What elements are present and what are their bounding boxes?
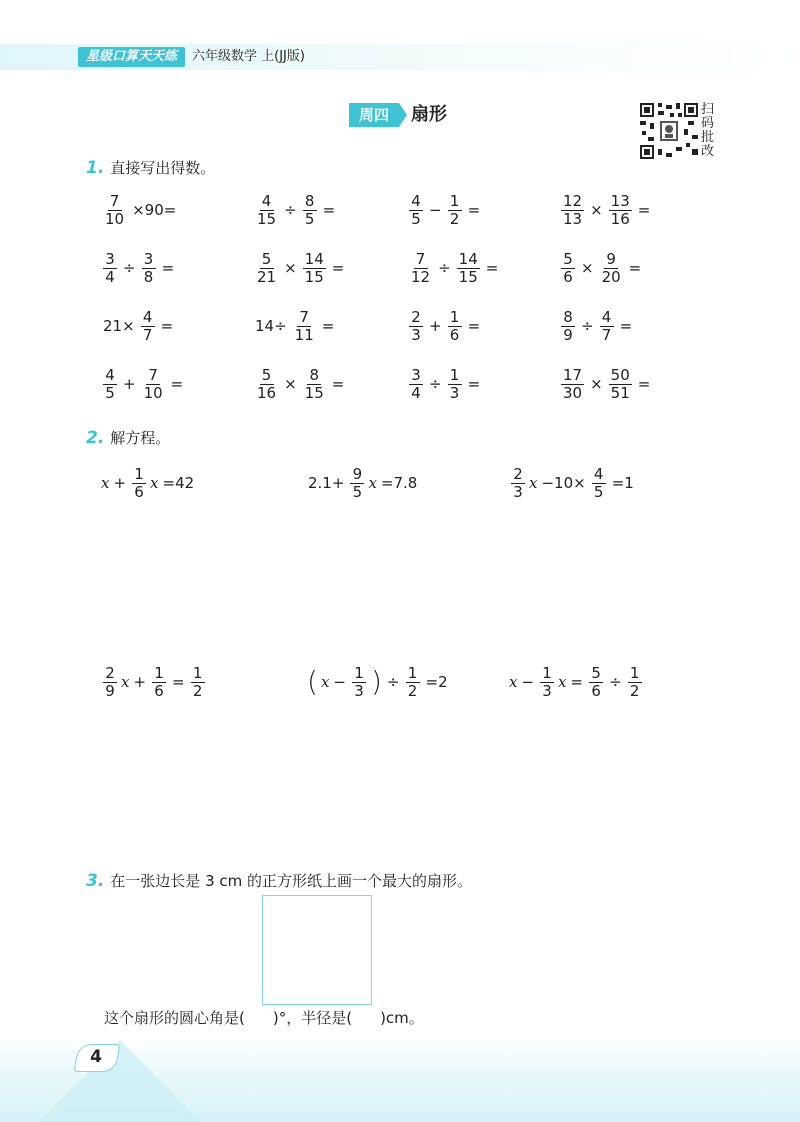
fraction (448, 309, 462, 344)
numerator: 5 (260, 367, 274, 385)
math-text: ÷ (429, 375, 442, 393)
variable-x: x (150, 474, 159, 492)
numerator: 4 (141, 309, 155, 327)
calc-item (100, 190, 179, 230)
denominator: 3 (513, 482, 523, 501)
numerator: 1 (540, 665, 554, 683)
fraction (409, 193, 423, 228)
denominator: 2 (192, 681, 203, 700)
math-text: = (570, 673, 584, 691)
math-text: ÷ (284, 201, 297, 219)
variable-x: x (529, 474, 538, 492)
math-text: −10× (541, 474, 586, 492)
calc-item (558, 364, 653, 404)
denominator: 5 (304, 209, 315, 228)
denominator: 15 (304, 267, 324, 286)
math-text: × (581, 259, 594, 277)
math-text: ÷ (581, 317, 594, 335)
denominator: 6 (154, 681, 164, 700)
qr-code-icon[interactable] (640, 103, 698, 159)
numerator: 4 (409, 193, 423, 211)
math-text: = (619, 317, 633, 335)
math-text: + (113, 474, 127, 492)
math-text: = (331, 375, 345, 393)
math-text: + (133, 673, 147, 691)
math-text: =42 (162, 474, 195, 492)
math-text: × (284, 375, 297, 393)
denominator: 3 (354, 681, 364, 700)
denominator: 2 (629, 681, 640, 700)
section-1-number: 1. (86, 158, 105, 178)
numerator: 7 (414, 251, 428, 269)
denominator: 51 (610, 383, 630, 402)
answer-text-3: )cm。 (380, 1009, 424, 1027)
numerator: 14 (458, 249, 478, 268)
fraction (303, 251, 326, 286)
math-text: ÷ (609, 673, 622, 691)
numerator: 4 (260, 193, 274, 211)
answer-text-1: 这个扇形的圆心角是( (104, 1009, 245, 1027)
math-text: ÷ (123, 259, 136, 277)
math-text: =7.8 (380, 474, 418, 492)
denominator: 3 (449, 383, 460, 402)
math-text: + (429, 317, 442, 335)
fraction (561, 367, 584, 402)
equation-item (305, 463, 420, 503)
denominator: 10 (143, 383, 163, 402)
denominator: 13 (563, 209, 583, 228)
numerator: 7 (297, 309, 311, 327)
denominator: 2 (407, 681, 418, 700)
numerator: 2 (511, 466, 525, 484)
numerator: 17 (563, 365, 583, 384)
fraction (589, 665, 603, 700)
fraction (352, 665, 366, 700)
math-text: = (321, 317, 335, 335)
parenthesis: ) (370, 665, 382, 698)
fraction (561, 193, 584, 228)
calc-item (406, 306, 483, 346)
numerator: 14 (304, 249, 324, 268)
math-text: − (521, 673, 535, 691)
denominator: 7 (142, 325, 153, 344)
math-text: = (467, 375, 481, 393)
numerator: 12 (563, 191, 583, 210)
calc-item (252, 306, 337, 346)
section-2-text: 解方程。 (110, 429, 171, 447)
denominator: 5 (352, 482, 363, 501)
math-text: = (485, 259, 499, 277)
denominator: 4 (105, 267, 115, 286)
fraction (303, 193, 317, 228)
math-text: = (170, 375, 184, 393)
numerator: 7 (108, 193, 122, 211)
denominator: 8 (143, 267, 154, 286)
denominator: 15 (458, 267, 478, 286)
denominator: 7 (601, 325, 612, 344)
variable-x: x (101, 474, 110, 492)
math-text: = (637, 375, 651, 393)
math-text: =1 (611, 474, 634, 492)
fraction (303, 367, 326, 402)
numerator: 8 (303, 193, 317, 211)
calc-item (406, 190, 483, 230)
calc-item (100, 248, 177, 288)
numerator: 1 (191, 665, 205, 683)
section-2-number: 2. (86, 428, 105, 448)
math-text: − (333, 673, 346, 691)
variable-x: x (558, 673, 567, 691)
calc-item (252, 190, 338, 230)
denominator: 6 (449, 325, 460, 344)
denominator: 16 (257, 383, 277, 402)
fraction (609, 193, 632, 228)
fraction (350, 466, 364, 501)
variable-x: x (368, 474, 377, 492)
calc-item (558, 306, 635, 346)
numerator: 9 (350, 466, 364, 484)
math-text: − (429, 201, 442, 219)
variable-x: x (509, 673, 518, 691)
fraction (448, 193, 462, 228)
fraction (255, 367, 278, 402)
numerator: 3 (103, 251, 117, 269)
equation-item (508, 463, 637, 503)
math-text: = (467, 317, 481, 335)
numerator: 1 (448, 309, 462, 327)
numerator: 13 (610, 191, 630, 210)
denominator: 11 (294, 325, 314, 344)
grade-label: 六年级数学 上(JJ版) (192, 49, 305, 64)
denominator: 6 (563, 267, 573, 286)
math-text: 21× (103, 317, 135, 335)
denominator: 15 (304, 383, 324, 402)
section-1-text: 直接写出得数。 (110, 159, 216, 177)
numerator: 7 (146, 367, 160, 385)
numerator: 5 (260, 251, 274, 269)
section-2-heading (86, 428, 170, 448)
denominator: 3 (411, 325, 421, 344)
equation-item (100, 463, 197, 503)
math-text: × (284, 259, 297, 277)
fraction (132, 466, 146, 501)
fraction (448, 367, 462, 402)
math-text: ×90= (132, 201, 177, 219)
fraction (103, 665, 117, 700)
qr-label: 扫码批改 (701, 102, 715, 159)
fraction (142, 251, 156, 286)
fraction (409, 251, 432, 286)
math-text: = (160, 317, 174, 335)
series-tag: 星级口算天天练 (78, 47, 185, 67)
denominator: 9 (563, 325, 573, 344)
fraction (409, 309, 423, 344)
denominator: 5 (105, 383, 115, 402)
fraction (103, 251, 117, 286)
fraction (152, 665, 166, 700)
numerator: 1 (448, 367, 462, 385)
math-text: × (590, 201, 603, 219)
math-text: = (172, 673, 185, 691)
numerator: 3 (142, 251, 156, 269)
parenthesis: ( (307, 665, 318, 698)
numerator: 1 (132, 466, 146, 484)
denominator: 5 (593, 482, 604, 501)
square-paper[interactable] (262, 895, 372, 1005)
denominator: 12 (411, 267, 431, 286)
math-text: =2 (425, 673, 448, 691)
math-text: = (322, 201, 336, 219)
math-text: 2.1+ (308, 474, 345, 492)
numerator: 50 (610, 365, 630, 384)
page-number: 4 (90, 1047, 102, 1067)
numerator: 3 (409, 367, 423, 385)
math-text: ÷ (386, 673, 400, 691)
fraction (511, 466, 525, 501)
equation-item (100, 662, 208, 702)
calc-item (100, 364, 186, 404)
numerator: 2 (103, 665, 117, 683)
fraction (141, 309, 155, 344)
numerator: 8 (561, 309, 575, 327)
denominator: 5 (411, 209, 421, 228)
math-text: 14÷ (255, 317, 287, 335)
section-1-heading (86, 158, 215, 178)
math-text: = (467, 201, 481, 219)
math-text: = (161, 259, 175, 277)
numerator: 1 (152, 665, 166, 683)
calc-item (252, 364, 347, 404)
equation-item (508, 662, 645, 702)
section-3-heading (86, 871, 472, 891)
numerator: 4 (103, 367, 117, 385)
denominator: 9 (105, 681, 115, 700)
calc-item (100, 306, 176, 346)
math-text: = (331, 259, 345, 277)
denominator: 2 (449, 209, 460, 228)
math-text: = (637, 201, 651, 219)
numerator: 1 (628, 665, 642, 683)
fraction (540, 665, 554, 700)
fraction (600, 251, 623, 286)
numerator: 5 (561, 251, 575, 269)
fraction (609, 367, 632, 402)
calc-item (406, 248, 501, 288)
fraction (103, 367, 117, 402)
numerator: 1 (352, 665, 366, 683)
day-tag: 周四 (349, 103, 399, 127)
fraction (628, 665, 642, 700)
numerator: 2 (409, 309, 423, 327)
equation-item (305, 662, 451, 702)
fraction (191, 665, 205, 700)
variable-x: x (121, 673, 130, 691)
math-text: = (628, 259, 642, 277)
numerator: 4 (600, 309, 614, 327)
calc-item (558, 190, 653, 230)
denominator: 20 (601, 267, 621, 286)
fraction (457, 251, 480, 286)
fraction (255, 251, 278, 286)
fraction (592, 466, 606, 501)
numerator: 8 (307, 367, 321, 385)
denominator: 10 (105, 209, 125, 228)
denominator: 3 (542, 681, 552, 700)
variable-x: x (320, 673, 330, 691)
title-text: 扇形 (411, 104, 447, 125)
denominator: 16 (610, 209, 630, 228)
fraction (600, 309, 614, 344)
fraction (409, 367, 423, 402)
numerator: 1 (406, 665, 420, 683)
calc-item (558, 248, 644, 288)
denominator: 6 (591, 681, 601, 700)
calc-item (406, 364, 483, 404)
numerator: 1 (448, 193, 462, 211)
fraction (142, 367, 165, 402)
section-3-number: 3. (86, 871, 105, 891)
calc-item (252, 248, 347, 288)
footer-decoration (40, 1040, 200, 1122)
math-text: ÷ (438, 259, 451, 277)
denominator: 30 (563, 383, 583, 402)
fraction (406, 665, 420, 700)
fraction (561, 251, 575, 286)
answer-line (104, 1008, 424, 1028)
denominator: 15 (257, 209, 277, 228)
fraction (561, 309, 575, 344)
math-text: + (123, 375, 136, 393)
denominator: 4 (411, 383, 421, 402)
numerator: 4 (592, 466, 606, 484)
denominator: 6 (134, 482, 144, 501)
math-text: × (590, 375, 603, 393)
day-tag-arrow (399, 103, 407, 127)
fraction (255, 193, 278, 228)
numerator: 5 (589, 665, 603, 683)
denominator: 21 (257, 267, 277, 286)
section-3-text: 在一张边长是 3 cm 的正方形纸上画一个最大的扇形。 (110, 872, 473, 890)
numerator: 9 (604, 251, 618, 269)
answer-text-2: )°，半径是( (272, 1009, 353, 1027)
fraction (103, 193, 126, 228)
fraction (293, 309, 316, 344)
